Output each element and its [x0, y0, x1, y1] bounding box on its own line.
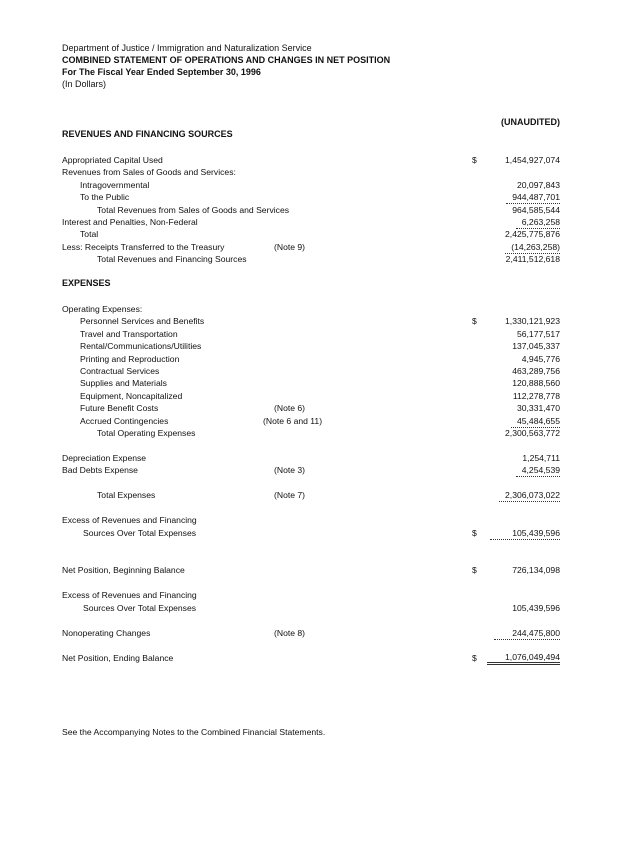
row-label: Sources Over Total Expenses — [83, 528, 197, 538]
row-label: Revenues from Sales of Goods and Services: — [62, 167, 236, 177]
row-amount: 112,278,778 — [512, 391, 560, 401]
table-row — [0, 464, 622, 476]
row-label: Supplies and Materials — [80, 378, 167, 388]
table-row — [0, 427, 622, 439]
table-row — [0, 166, 622, 178]
revenues-section-title: REVENUES AND FINANCING SOURCES — [62, 129, 233, 139]
row-label: Operating Expenses: — [62, 304, 143, 314]
table-row — [0, 564, 622, 576]
row-amount: 463,289,756 — [512, 366, 560, 376]
row-label: Contractual Services — [80, 366, 160, 376]
row-label: Accrued Contingencies — [80, 416, 169, 426]
department-heading: Department of Justice / Immigration and Naturalization Service — [62, 43, 312, 53]
row-note: (Note 6 and 11) — [263, 416, 323, 426]
table-row — [0, 589, 622, 601]
table-row — [0, 390, 622, 402]
statement-title: COMBINED STATEMENT OF OPERATIONS AND CHANGES IN NET POSITION — [62, 55, 391, 65]
table-row — [0, 191, 622, 203]
row-amount: 4,254,539 — [516, 464, 560, 477]
row-amount: (14,263,258) — [505, 241, 560, 254]
row-label: To the Public — [80, 192, 130, 202]
row-label: Net Position, Beginning Balance — [62, 565, 185, 575]
row-amount: 6,263,258 — [516, 216, 560, 229]
row-label: Depreciation Expense — [62, 453, 147, 463]
row-amount: 1,076,049,494 — [487, 652, 560, 665]
row-label: Interest and Penalties, Non-Federal — [62, 217, 198, 227]
table-row — [0, 253, 622, 265]
row-amount: 2,306,073,022 — [499, 489, 560, 502]
row-note: (Note 6) — [274, 403, 306, 413]
row-amount: 1,454,927,074 — [505, 155, 560, 165]
dollar-sign: $ — [472, 155, 477, 165]
table-row — [0, 228, 622, 240]
row-amount: 105,439,596 — [490, 527, 560, 540]
table-row — [0, 602, 622, 614]
table-row — [0, 377, 622, 389]
table-row — [0, 514, 622, 526]
table-row — [0, 353, 622, 365]
row-label: Future Benefit Costs — [80, 403, 159, 413]
table-row — [0, 216, 622, 228]
table-row — [0, 204, 622, 216]
row-amount: 137,045,337 — [512, 341, 560, 351]
row-amount: 2,411,512,618 — [505, 254, 560, 264]
dollar-sign: $ — [472, 316, 477, 326]
table-row — [0, 328, 622, 340]
row-label: Total Operating Expenses — [97, 428, 196, 438]
row-amount: 56,177,517 — [516, 329, 560, 339]
table-row — [0, 365, 622, 377]
fiscal-year-heading: For The Fiscal Year Ended September 30, 1996 — [62, 67, 261, 77]
row-label: Nonoperating Changes — [62, 628, 151, 638]
row-amount: 1,254,711 — [522, 453, 560, 463]
table-row — [0, 527, 622, 539]
row-label: Appropriated Capital Used — [62, 155, 163, 165]
footnote: See the Accompanying Notes to the Combined Financial Statements. — [62, 727, 326, 737]
table-row — [0, 241, 622, 253]
row-amount: 30,331,470 — [516, 403, 560, 413]
row-label: Printing and Reproduction — [80, 354, 180, 364]
row-label: Rental/Communications/Utilities — [80, 341, 202, 351]
row-label: Personnel Services and Benefits — [80, 316, 205, 326]
row-amount: 1,330,121,923 — [505, 316, 560, 326]
row-label: Bad Debts Expense — [62, 465, 138, 475]
row-label: Excess of Revenues and Financing — [62, 515, 197, 525]
row-amount: 45,484,655 — [511, 415, 560, 428]
row-amount: 2,425,775,876 — [505, 229, 560, 239]
table-row — [0, 402, 622, 414]
row-label: Less: Receipts Transferred to the Treasury — [62, 242, 225, 252]
row-label: Intragovernmental — [80, 180, 150, 190]
units-heading: (In Dollars) — [62, 79, 107, 89]
unaudited-column-header: (UNAUDITED) — [501, 117, 560, 127]
dollar-sign: $ — [472, 565, 477, 575]
row-label: Total Revenues from Sales of Goods and Services — [97, 205, 290, 215]
row-amount: 964,585,544 — [512, 205, 560, 215]
table-row — [0, 452, 622, 464]
row-amount: 2,300,563,772 — [505, 428, 560, 438]
row-label: Total Expenses — [97, 490, 156, 500]
table-row — [0, 627, 622, 639]
row-amount: 105,439,596 — [512, 603, 560, 613]
row-amount: 244,475,800 — [494, 627, 560, 640]
table-row — [0, 489, 622, 501]
row-amount: 20,097,843 — [516, 180, 560, 190]
row-amount: 726,134,098 — [512, 565, 560, 575]
table-row — [0, 340, 622, 352]
table-row — [0, 315, 622, 327]
expenses-section-title: EXPENSES — [62, 278, 111, 288]
table-row — [0, 652, 622, 664]
dollar-sign: $ — [472, 528, 477, 538]
row-label: Net Position, Ending Balance — [62, 653, 174, 663]
row-label: Travel and Transportation — [80, 329, 178, 339]
row-amount: 120,888,560 — [512, 378, 560, 388]
row-label: Total — [80, 229, 99, 239]
table-row — [0, 179, 622, 191]
row-label: Sources Over Total Expenses — [83, 603, 197, 613]
row-note: (Note 8) — [274, 628, 306, 638]
table-row — [0, 415, 622, 427]
dollar-sign: $ — [472, 653, 477, 663]
row-amount: 4,945,776 — [521, 354, 560, 364]
table-row — [0, 303, 622, 315]
table-row — [0, 154, 622, 166]
row-note: (Note 9) — [274, 242, 306, 252]
row-amount: 944,487,701 — [506, 191, 560, 204]
row-label: Excess of Revenues and Financing — [62, 590, 197, 600]
row-label: Total Revenues and Financing Sources — [97, 254, 247, 264]
row-note: (Note 7) — [274, 490, 306, 500]
row-label: Equipment, Noncapitalized — [80, 391, 183, 401]
row-note: (Note 3) — [274, 465, 306, 475]
